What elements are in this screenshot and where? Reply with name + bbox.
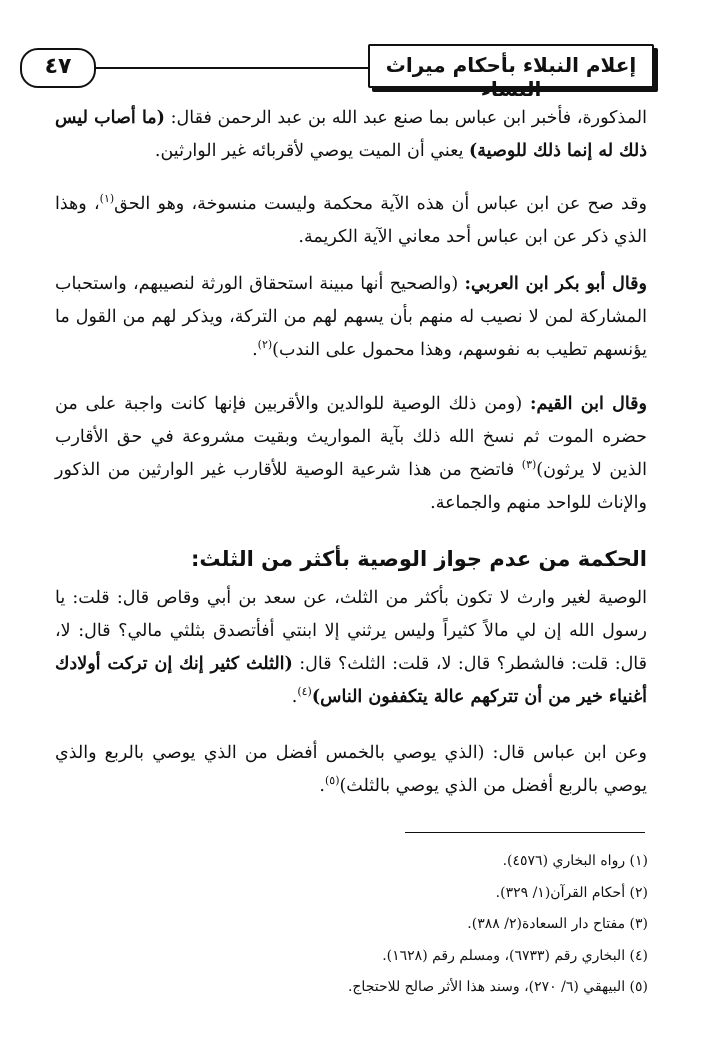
section-heading: الحكمة من عدم جواز الوصية بأكثر من الثلث: <box>190 547 647 571</box>
p1-text: المذكورة، فأخبر ابن عباس بما صنع عبد الله بن عبد الرحمن فقال: <box>164 108 648 128</box>
footnote-3: (٣) مفتاح دار السعادة(٢/ ٣٨٨). <box>467 916 648 932</box>
footnote-ref-1: (١) <box>99 192 115 206</box>
p2-text: وقد صح عن ابن عباس أن هذه الآية محكمة وليست منسوخة، وهو الحق <box>114 194 647 214</box>
paragraph-1 <box>55 102 647 168</box>
p1-text-end: يعني أن الميت يوصي لأقربائه غير الوارثين. <box>154 141 470 161</box>
footnote-1: (١) رواه البخاري (٤٥٧٦). <box>502 853 648 869</box>
p5-end: . <box>291 687 298 707</box>
footnote-ref-3: (٣) <box>521 458 537 472</box>
page-number-badge <box>20 48 96 88</box>
p4-quote: (ومن ذلك الوصية للوالدين والأقربين فإنها كانت واجبة على من حضره الموت ثم نسخ الله ذلك بآية المواريث وبقيت مشروعة في حق الأقارب الذين لا يرثون) <box>55 394 648 480</box>
footnote-separator <box>405 832 645 833</box>
footnote-2: (٢) أحكام القرآن(١/ ٣٢٩). <box>495 884 648 901</box>
footnote-4: (٤) البخاري رقم (٦٧٣٣)، ومسلم رقم (١٦٢٨). <box>382 947 648 964</box>
paragraph-4 <box>55 388 647 520</box>
paragraph-5 <box>55 582 647 714</box>
p1-bold-quote: (ما أصاب ليس ذلك له إنما ذلك للوصية) <box>55 108 647 161</box>
footnote-ref-4: (٤) <box>297 685 312 699</box>
p6-text: وعن ابن عباس قال: (الذي يوصي بالخمس أفضل من الذي يوصي بالربع والذي يوصي بالربع أفضل من الذي يوصي بالثلث) <box>55 743 647 796</box>
paragraph-6 <box>55 737 647 803</box>
p4-lead: وقال ابن القيم: <box>530 394 647 414</box>
book-title: إعلام النبلاء بأحكام ميراث النساء <box>385 53 637 101</box>
p3-quote: (والصحيح أنها مبينة استحقاق الورثة لنصيبهم، واستحباب المشاركة لمن لا نصيب له منهم بأن يسهم لهم من التركة، ويذكر لهم من القول ما يؤنسهم تطيب به نفوسهم، وهذا محمول على الندب) <box>55 274 647 360</box>
paragraph-3 <box>55 268 647 367</box>
p5-text: الوصية لغير وارث لا تكون بأكثر من الثلث، عن سعد بن أبي وقاص قال: قلت: يا رسول الله إن لي مالاً كثيراً وليس يرثني إلا ابنتي أفأتصدق بثلثي مالي؟ قال: لا، قال: قلت: فالشطر؟ قال: لا، قلت: الثلث؟ قال: <box>55 588 648 674</box>
footnote-ref-2: (٢) <box>257 338 273 352</box>
p6-end: . <box>319 776 325 796</box>
footnotes <box>200 846 648 1004</box>
footnote-5: (٥) البيهقي (٦/ ٢٧٠)، وسند هذا الأثر صالح للاحتجاج. <box>347 979 648 995</box>
p5-bold-quote: (الثلث كثير إنك إن تركت أولادك أغنياء خير من أن تتركهم عالة يتكففون الناس) <box>55 654 647 707</box>
header-rule <box>92 67 370 69</box>
p4-text-end: فاتضح من هذا شرعية الوصية للأقارب غير الوارثين من الذكور والإناث للواحد منهم والجماعة. <box>55 460 647 513</box>
page-number: ٤٧ <box>44 54 72 79</box>
p2-text-end: ، وهذا الذي ذكر عن ابن عباس أحد معاني الآية الكريمة. <box>55 194 647 247</box>
paragraph-2 <box>55 188 647 254</box>
p3-end: . <box>252 340 258 360</box>
p3-lead: وقال أبو بكر ابن العربي: <box>464 274 647 294</box>
footnote-ref-5: (٥) <box>324 774 340 788</box>
header-title-box <box>368 44 654 101</box>
